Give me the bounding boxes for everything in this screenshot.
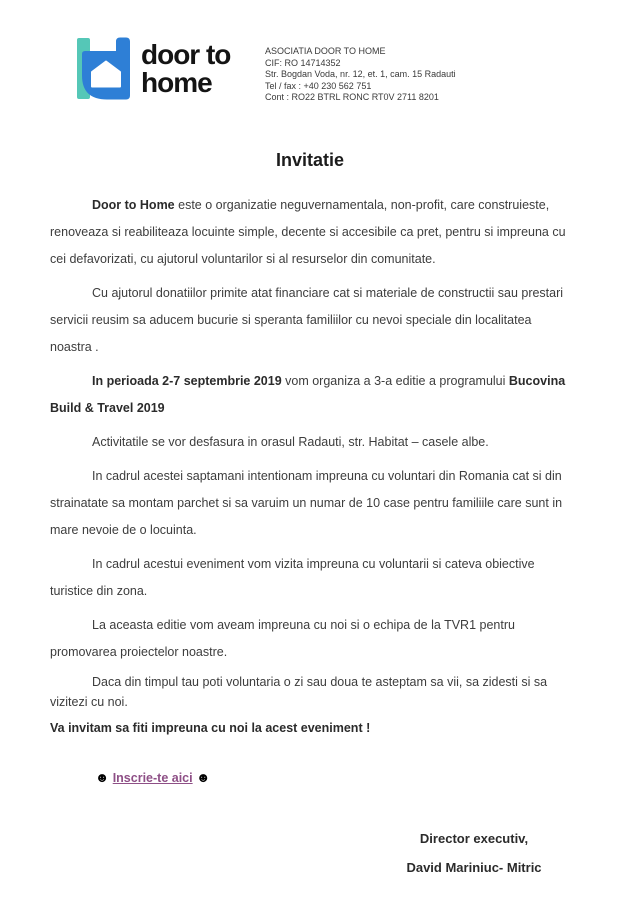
event-dates-mid-text: vom organiza a 3-a editie a programului <box>281 374 509 388</box>
signup-line <box>50 764 574 792</box>
org-address: Str. Bogdan Voda, nr. 12, et. 1, cam. 15 Radauti <box>265 69 456 80</box>
org-name-bold: Door to Home <box>92 198 175 212</box>
paragraph-activities: In cadrul acestei saptamani intentionam impreuna cu voluntari din Romania cat si din strainatate sa montam parchet si sa varuim un numar de 10 case pentru familiile care sunt in mare nevoie de o locuinta. <box>50 469 563 537</box>
letterhead <box>77 37 456 104</box>
smiley-icon: ☻ <box>95 769 110 785</box>
organization-contact-block <box>265 46 456 104</box>
door-to-home-logo-icon <box>77 37 135 100</box>
org-bank-account: Cont : RO22 BTRL RONC RT0V 2711 8201 <box>265 92 439 103</box>
signup-link[interactable]: Inscrie-te aici <box>112 770 193 785</box>
paragraph-donations: Cu ajutorul donatiilor primite atat financiare cat si materiale de constructii sau prestari servicii reusim sa aducem bucurie si speranta familiilor cu nevoi speciale din localitatea noastra . <box>50 286 564 354</box>
org-name: ASOCIATIA DOOR TO HOME <box>265 46 386 56</box>
org-phone: Tel / fax : +40 230 562 751 <box>265 80 372 91</box>
paragraph-intro <box>50 192 574 273</box>
letter-body <box>50 192 574 882</box>
paragraph-volunteer-invite: Daca din timpul tau poti voluntaria o zi sau doua te asteptam sa vii, sa zidesti si sa vizitezi cu noi. <box>50 675 548 709</box>
logo-word-line2: home <box>141 67 212 98</box>
logo-wordmark <box>141 37 263 97</box>
logo-word-line1: door to <box>141 39 231 70</box>
paragraph-event-dates <box>50 368 574 422</box>
signature-block <box>374 824 574 882</box>
program-name-bold: Bucovina Build & Travel 2019 <box>50 374 566 415</box>
paragraph-intro-text: este o organizatie neguvernamentala, non-profit, care construieste, renoveaza si reabiliteaza locuinte simple, decente si accesibile ca pret, pentru si impreuna cu cei defavorizati, cu ajutorul voluntarilor si al resurselor din comunitate. <box>50 198 566 266</box>
signature-role: Director executiv, <box>419 830 529 846</box>
event-dates-bold: In perioada 2-7 septembrie 2019 <box>92 374 282 388</box>
paragraph-tvr1: La aceasta editie vom aveam impreuna cu noi si o echipa de la TVR1 pentru promovarea proiectelor noastre. <box>50 618 515 659</box>
paragraph-sightseeing: In cadrul acestui eveniment vom vizita impreuna cu voluntarii si cateva obiective turistice din zona. <box>50 557 535 598</box>
signature-name: David Mariniuc- Mitric <box>406 859 542 875</box>
closing-statement: Va invitam sa fiti impreuna cu noi la acest eveniment ! <box>50 721 371 735</box>
org-cif: CIF: RO 14714352 <box>265 57 341 68</box>
smiley-icon: ☻ <box>196 769 211 785</box>
document-title: Invitatie <box>275 150 345 170</box>
paragraph-location: Activitatile se vor desfasura in orasul Radauti, str. Habitat – casele albe. <box>92 435 489 449</box>
